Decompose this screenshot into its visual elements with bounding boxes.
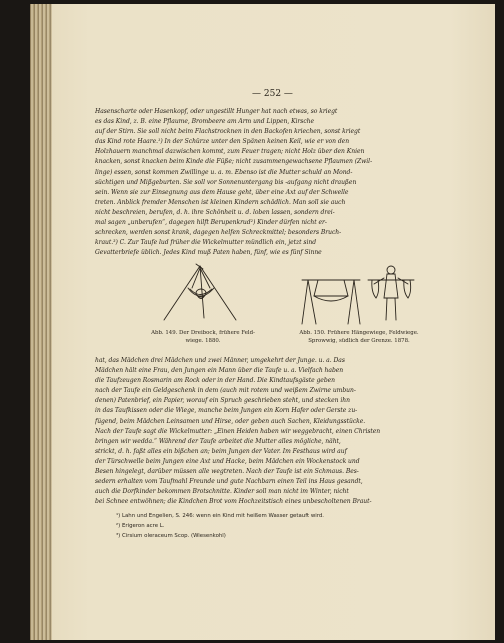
caption-line: Abb. 149. Der Dreibock, frühere Feld- — [151, 330, 255, 336]
paper-page — [30, 4, 495, 640]
text-line: auf der Stirn. Sie soll nicht beim Flachstrocknen in den Backofen kriechen, sonst kriegt — [95, 128, 361, 136]
text-line: Hasenscharte oder Hasenkopf, oder ungestillt Hunger hat nach etwas, so kriegt — [95, 108, 338, 115]
footnote: ²) Erigeron acre L. — [116, 523, 165, 529]
figure-150-caption — [284, 329, 434, 345]
page-stack-edge — [30, 4, 52, 640]
text-line: süchtigen und Mißgeburten. Sie soll vor Sonnenuntergang bis -aufgang nicht draußen — [95, 178, 357, 186]
footnote: ¹) Lahn und Engelien, S. 246: wenn ein Kind mit heißem Wasser getauft wird. — [116, 513, 324, 519]
text-line: Nach der Taufe sagt die Wickelmutter: „Einen Heiden haben wir weggebracht, einen Christen — [95, 427, 381, 435]
text-line: denen) Patenbrief, ein Papier, worauf ein Spruch geschrieben steht, und stecken ihn — [95, 397, 350, 405]
text-line: strickt, d. h. faßt alles ein bißchen an; beim Jungen der Vater. Im Festhaus wird auf — [95, 447, 347, 455]
text-line: bei Schnee entwöhnen; die Kindchen Brot vom Hochzeitstisch eines unbescholtenen Braut- — [95, 498, 372, 506]
caption-line: Sprowwig, südlich der Grenze. 1878. — [308, 338, 410, 344]
body-text-top — [95, 107, 457, 258]
footnote: ³) Cirsium oleraceum Scop. (Wiesenkohl) — [116, 533, 226, 539]
text-line: schrecken, werden sonst krank, dagegen helfen Schreckmittel; besonders Bruch- — [95, 229, 342, 237]
text-line: treten. Anblick fremder Menschen ist kleinen Kindern schädlich. Man soll sie auch — [95, 198, 346, 206]
text-line: hat, das Mädchen drei Mädchen und zwei Männer, umgekehrt der Junge. u. a. Das — [95, 357, 345, 364]
text-line: auch die Dorfkinder bekommen Brotschnitte. Kinder soll man nicht im Winter, nicht — [95, 488, 349, 496]
text-line: es das Kind, z. B. eine Pflaume, Brombeere am Arm und Lippen, Kirsche — [95, 118, 315, 126]
caption-line: Abb. 150. Frühere Hängewiege, Feldwiege. — [299, 330, 419, 336]
text-line: in das Taufkissen oder die Wiege, manche beim Jungen ein Korn Hafer oder Gerste zu- — [95, 407, 358, 415]
body-text-bottom — [95, 356, 457, 507]
text-line: Mädchen hält eine Frau, den Jungen ein Mann über die Taufe u. a. Vielfach haben — [95, 367, 344, 375]
text-line: Besen hingelegt, darüber müssen alle wegtreten. Nach der Taufe ist ein Schmaus. Bes- — [95, 468, 359, 476]
text-line: nicht beschreien, berufen, d. h. ihre Schönheit u. d. loben lassen, sondern drei- — [95, 208, 335, 216]
text-line: sedern erhalten vom Taufmahl Freunde und gute Nachbarn einen Teil ins Haus gesandt, — [95, 478, 363, 486]
text-line: knacken, sonst knacken beim Kinde die Füße; nicht zusammengewachsene Pflaumen (Zwil- — [95, 158, 373, 166]
text-line: bringen wir wedda.“ Während der Taufe arbeitet die Mutter alles mögliche, näht, — [95, 437, 341, 445]
text-line: das Kind rote Haare.¹) In der Schürze unter den Spänen keinen Keil, wie er von den — [95, 138, 350, 146]
text-line: sein. Wenn sie zur Einsegnung aus dem Hause geht, über eine Axt auf der Schwelle — [95, 188, 349, 196]
text-line: die Taufzeugen Rosmarin am Rock oder in der Hand. Die Kindtaufsgäste geben — [95, 377, 336, 385]
footnotes — [116, 511, 446, 541]
text-line: kraut.³) C. Zur Taufe lud früher die Wickelmutter mündlich ein, jetzt sind — [95, 239, 317, 247]
caption-line: wiege. 1880. — [185, 338, 221, 344]
text-line: Holzhauern manchmal dazwischen kommt, zum Feuer tragen; nicht Holz über den Knien — [95, 148, 365, 156]
text-line: mal sagen „unberufen“, dagegen hilft Berupenkrud²) Kinder dürfen nicht er- — [95, 219, 327, 227]
text-line: der Türschwelle beim Jungen eine Axt und Hacke, beim Mädchen ein Wockenstock und — [95, 457, 360, 465]
hanging-cradle-illustration — [298, 262, 418, 328]
tripod-cradle-illustration — [150, 262, 250, 324]
page-number: — 252 — — [252, 89, 293, 99]
text-line: nach der Taufe ein Geldgeschenk in dem (auch mit rotem und weißem Zwirne umbun- — [95, 387, 356, 395]
text-line: fügend, beim Mädchen Leinsamen und Hirse, oder geben auch Sachen, Kleidungsstücke. — [95, 417, 366, 425]
text-line: linge) essen, sonst kommen Zwillinge u. a. m. Ebenso ist die Mutter schuld an Mond- — [95, 168, 353, 176]
text-line: Gevatterbriefe üblich. Jedes Kind muß Paten haben, fünf, wie es fünf Sinne — [95, 249, 322, 257]
figure-149-caption — [128, 329, 278, 345]
